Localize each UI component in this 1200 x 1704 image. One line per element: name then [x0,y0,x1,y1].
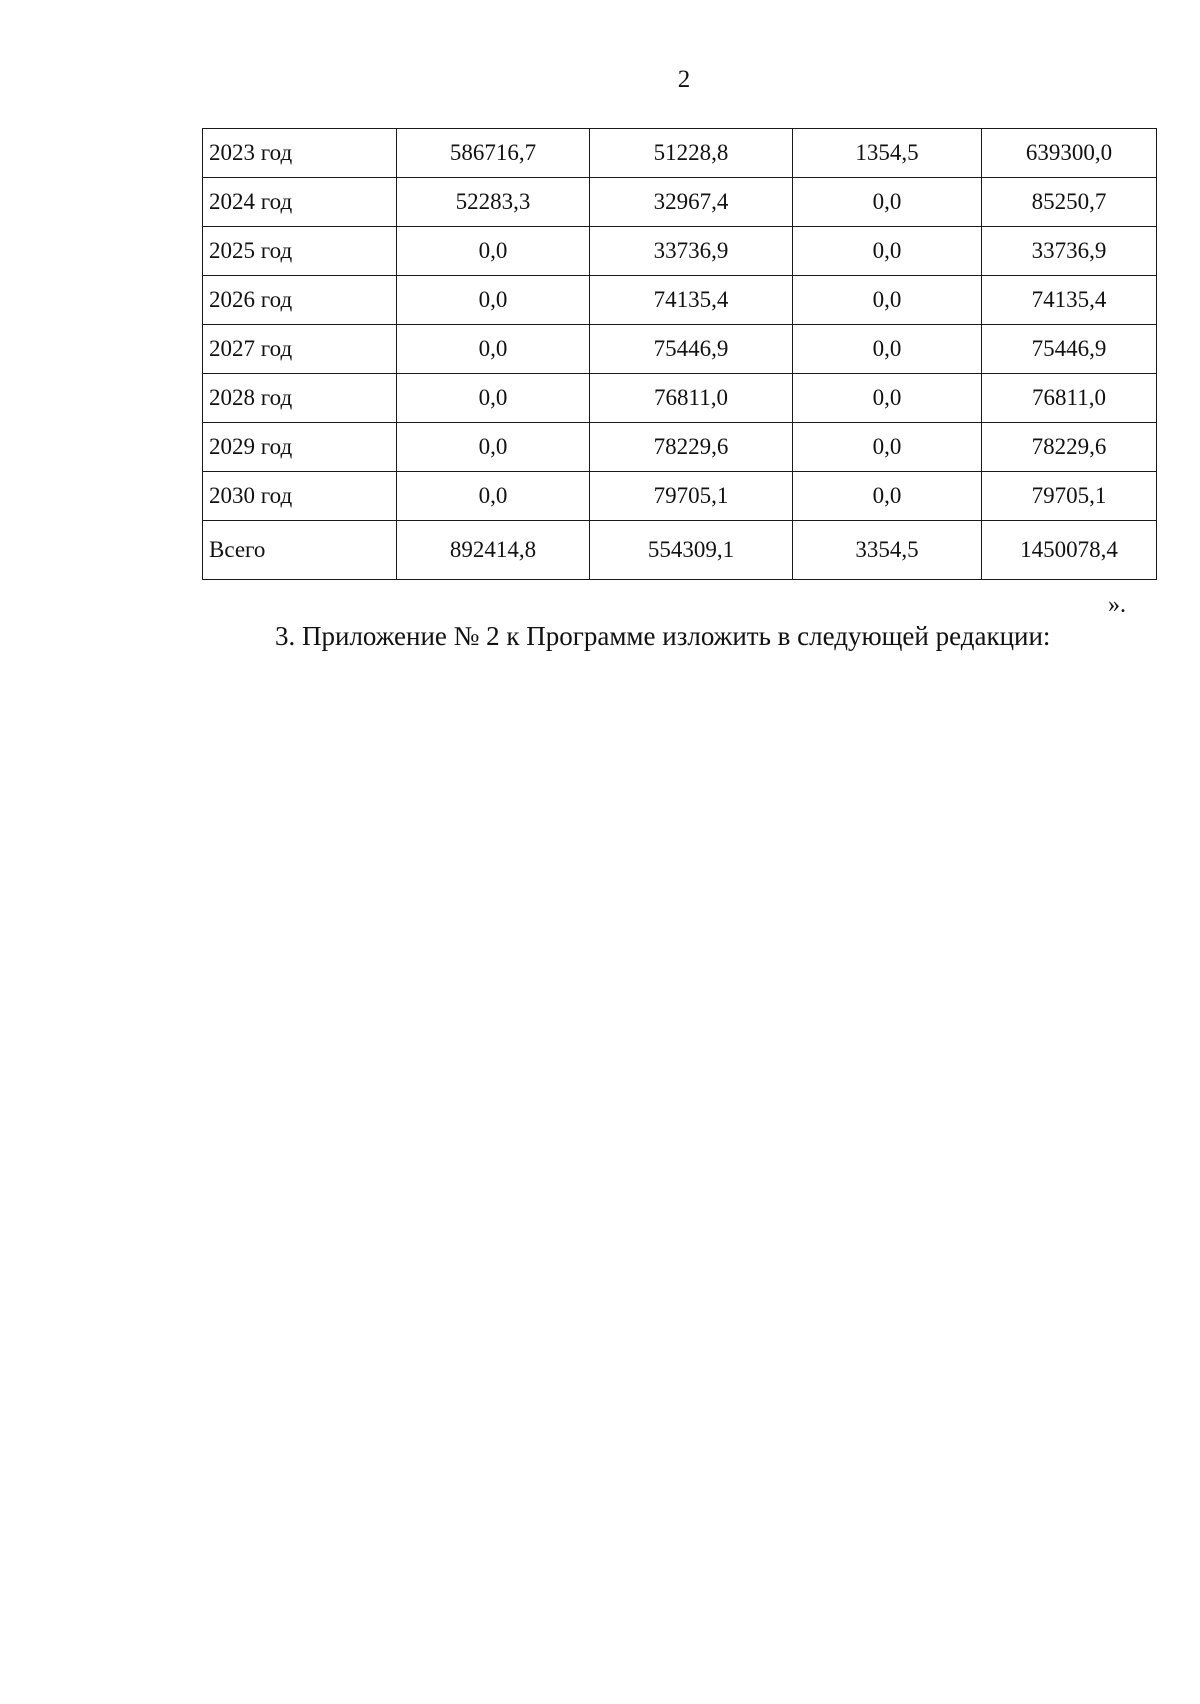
table-cell: 586716,7 [397,129,590,178]
table-cell: 0,0 [793,423,982,472]
table-cell: 0,0 [793,325,982,374]
table-cell: 78229,6 [590,423,793,472]
total-cell: 554309,1 [590,521,793,580]
page-number: 2 [677,66,691,93]
closing-quote: ». [1108,592,1126,618]
table-cell: 0,0 [397,227,590,276]
table-cell: 33736,9 [982,227,1157,276]
table-row [203,374,1157,423]
table-cell: 74135,4 [982,276,1157,325]
table-row [203,472,1157,521]
table-row [203,178,1157,227]
table-cell: 76811,0 [590,374,793,423]
year-cell: 2027 год [203,325,397,374]
table-cell: 0,0 [397,472,590,521]
table-cell: 76811,0 [982,374,1157,423]
year-cell: 2025 год [203,227,397,276]
year-cell: 2030 год [203,472,397,521]
table-cell: 32967,4 [590,178,793,227]
table-cell: 33736,9 [590,227,793,276]
table-cell: 85250,7 [982,178,1157,227]
year-cell: 2029 год [203,423,397,472]
table-row [203,423,1157,472]
table-cell: 0,0 [397,423,590,472]
table-cell: 0,0 [793,178,982,227]
table-cell: 0,0 [793,374,982,423]
table-cell: 79705,1 [982,472,1157,521]
table-row [203,276,1157,325]
table-cell: 0,0 [793,276,982,325]
table-cell: 51228,8 [590,129,793,178]
table-cell: 0,0 [397,276,590,325]
table-row [203,227,1157,276]
table-cell: 0,0 [793,227,982,276]
table-row [203,325,1157,374]
table-row [203,129,1157,178]
table-cell: 0,0 [397,325,590,374]
table-cell: 52283,3 [397,178,590,227]
funding-table [202,128,1157,580]
table-cell: 79705,1 [590,472,793,521]
total-label: Всего [203,521,397,580]
table-cell: 639300,0 [982,129,1157,178]
year-cell: 2024 год [203,178,397,227]
year-cell: 2023 год [203,129,397,178]
table-cell: 1354,5 [793,129,982,178]
table-cell: 74135,4 [590,276,793,325]
table-cell: 0,0 [397,374,590,423]
total-cell: 1450078,4 [982,521,1157,580]
table-cell: 0,0 [793,472,982,521]
table-cell: 75446,9 [590,325,793,374]
amendment-paragraph: 3. Приложение № 2 к Программе изложить в следующей редакции: [275,621,1051,651]
table-cell: 78229,6 [982,423,1157,472]
year-cell: 2028 год [203,374,397,423]
total-cell: 892414,8 [397,521,590,580]
year-cell: 2026 год [203,276,397,325]
total-row [203,521,1157,580]
total-cell: 3354,5 [793,521,982,580]
table-cell: 75446,9 [982,325,1157,374]
